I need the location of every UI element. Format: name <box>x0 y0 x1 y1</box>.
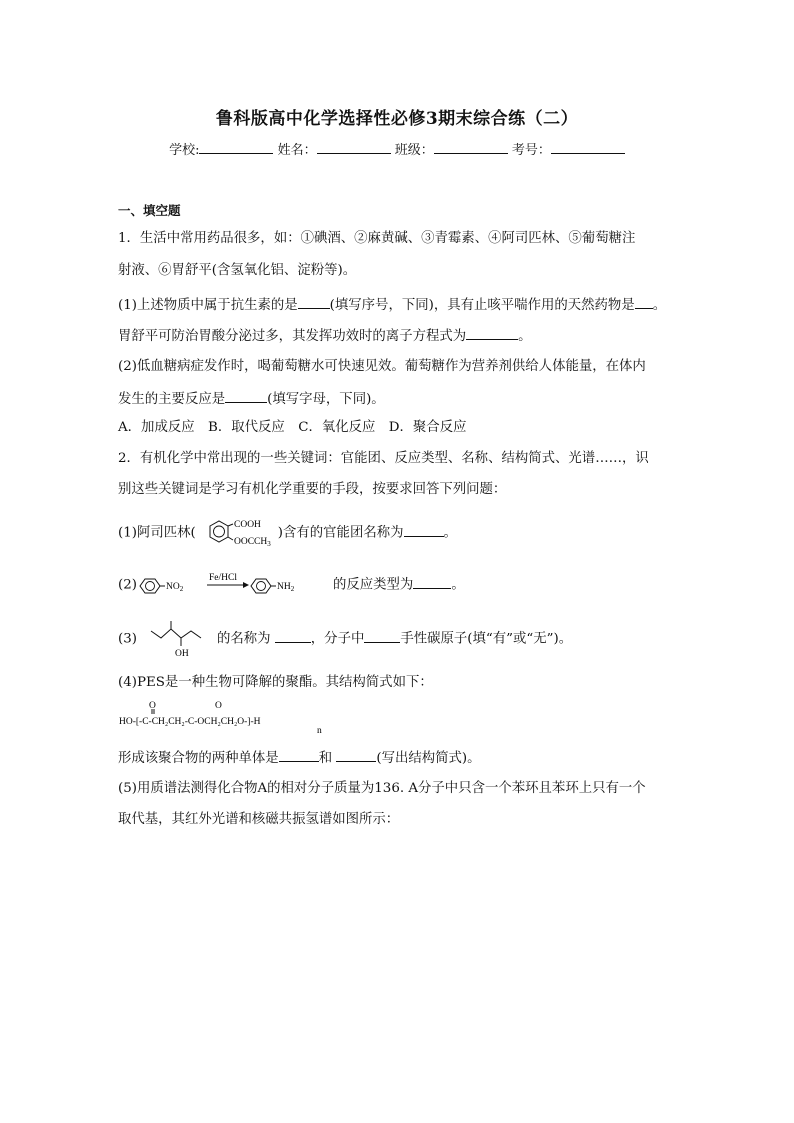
q1-line1: 1．生活中常用药品很多，如：①碘酒、②麻黄碱、③青霉素、④阿司匹林、⑤葡萄糖注 <box>118 231 636 246</box>
q2-p4-text-c: (写出结构简式)。 <box>376 751 481 766</box>
bond-oocch3 <box>228 537 233 540</box>
exam-no-blank[interactable] <box>551 141 625 154</box>
q1-p1-text-b: (填写序号，下同)，具有止咳平喘作用的天然药物是 <box>329 298 635 313</box>
q2-part3 <box>118 620 572 658</box>
answer-blank[interactable] <box>298 297 330 309</box>
nh2-subscript: 2 <box>290 585 295 593</box>
q1-part2-line1: (2)低血糖病症发作时，喝葡萄糖水可快速见效。葡萄糖作为营养剂供给人体能量，在体内 <box>118 359 646 374</box>
q2-p2-text-a: (2) <box>118 577 137 593</box>
alcohol-skeletal-structure <box>137 620 217 658</box>
class-label: 班级： <box>394 143 434 158</box>
q1-part2-line2 <box>118 391 385 406</box>
q2-p1-text-a: (1)阿司匹林( <box>118 525 196 541</box>
answer-blank[interactable] <box>275 631 311 643</box>
q2-p4-text-b: 和 <box>318 751 333 766</box>
exam-no-label: 考号： <box>511 143 551 158</box>
class-blank[interactable] <box>434 141 508 154</box>
q1-p2-text-a: 发生的主要反应是 <box>118 392 226 407</box>
nh2-label <box>277 582 295 593</box>
name-blank[interactable] <box>317 141 391 154</box>
bond-cooh <box>228 524 233 526</box>
reaction-scheme <box>137 570 333 600</box>
q1-part1-line2 <box>118 328 532 343</box>
pes-carbonyl-o-1: O <box>149 701 156 711</box>
section-heading: 一、填空题 <box>118 203 181 218</box>
q2-part4-line3 <box>118 750 481 765</box>
q2-p3-text-a: (3) <box>118 631 137 647</box>
name-label: 姓名： <box>277 143 317 158</box>
answer-blank[interactable] <box>413 577 451 589</box>
oocch3-text: OOCCH <box>233 537 268 547</box>
q1-p2-text-b: (填写字母，下同)。 <box>267 392 385 407</box>
q2-p3-text-d: 手性碳原子(填“有”或“无”)。 <box>400 631 573 647</box>
q1-part1 <box>118 297 666 312</box>
answer-blank[interactable] <box>364 631 400 643</box>
no2-text: NO <box>165 582 180 592</box>
answer-blank[interactable] <box>336 750 376 762</box>
answer-blank[interactable] <box>225 391 267 403</box>
reagent-label: Fe/HCl <box>208 573 237 583</box>
q2-part4-line1: (4)PES是一种生物可降解的聚酯。其结构简式如下： <box>118 675 433 690</box>
pes-formula: HO‑[‑C‑CH₂CH₂‑C‑OCH₂CH₂O‑]‑H <box>119 717 261 727</box>
pes-carbonyl-o-2: O <box>215 701 222 711</box>
answer-blank[interactable] <box>404 525 444 537</box>
q2-p2-text-b: 的反应类型为 <box>332 577 414 593</box>
aromatic-circle-left <box>145 582 154 591</box>
no2-label <box>166 582 184 593</box>
q1-p1-text-c: 。 <box>652 298 667 313</box>
q1-line2: 射液、⑥胃舒平(含氢氧化铝、淀粉等)。 <box>118 263 357 278</box>
q1-p1-line2-text-b: 。 <box>518 329 532 344</box>
answer-blank[interactable] <box>279 750 319 762</box>
oocch3-label <box>234 537 271 548</box>
q1-p1-text-a: (1)上述物质中属于抗生素的是 <box>118 298 298 313</box>
q2-part5-line1: (5)用质谱法测得化合物A的相对分子质量为136. A分子中只含一个苯环且苯环上只有一个 <box>118 781 646 796</box>
page-title: 鲁科版高中化学选择性必修3期末综合练（二） <box>215 109 579 129</box>
q2-p4-text-a: 形成该聚合物的两种单体是 <box>118 751 279 766</box>
school-label: 学校: <box>169 143 200 158</box>
q2-p2-text-c: 。 <box>451 577 465 593</box>
oocch3-subscript: 3 <box>267 540 271 548</box>
benzene-ring <box>210 521 228 542</box>
q2-part1 <box>118 518 457 548</box>
student-info-row <box>0 139 794 158</box>
arrow-head <box>243 582 249 588</box>
q1-options: A．加成反应 B．取代反应 C．氧化反应 D．聚合反应 <box>118 420 467 435</box>
q2-part5-line2: 取代基，其红外光谱和核磁共振氢谱如图所示： <box>118 812 400 827</box>
school-blank[interactable] <box>199 141 273 154</box>
q2-line1: 2．有机化学中常出现的一些关键词：官能团、反应类型、名称、结构简式、光谱……，识 <box>118 451 649 466</box>
oh-label: OH <box>174 649 189 658</box>
answer-blank[interactable] <box>635 297 653 309</box>
no2-subscript: 2 <box>179 585 184 593</box>
aromatic-circle <box>213 526 224 537</box>
q2-p1-text-c: 。 <box>443 525 457 541</box>
aspirin-structure <box>196 518 278 548</box>
q2-p1-text-b: )含有的官能团名称为 <box>277 525 404 541</box>
pes-structure <box>118 698 348 738</box>
q1-p1-line2-text-a: 胃舒平可防治胃酸分泌过多，其发挥功效时的离子方程式为 <box>118 329 467 344</box>
q2-line2: 别这些关键词是学习有机化学重要的手段，按要求回答下列问题： <box>118 482 507 497</box>
q2-part2 <box>118 570 465 600</box>
answer-blank[interactable] <box>466 328 518 340</box>
cooh-label: COOH <box>233 520 261 530</box>
carbon-chain <box>151 629 201 638</box>
q2-p3-text-c: ，分子中 <box>310 631 365 647</box>
q2-p3-text-b: 的名称为 <box>216 631 271 647</box>
aromatic-circle-right <box>256 582 265 591</box>
pes-formula-svg <box>118 698 348 734</box>
nh2-text: NH <box>276 582 291 592</box>
pes-n-label: n <box>317 726 322 734</box>
